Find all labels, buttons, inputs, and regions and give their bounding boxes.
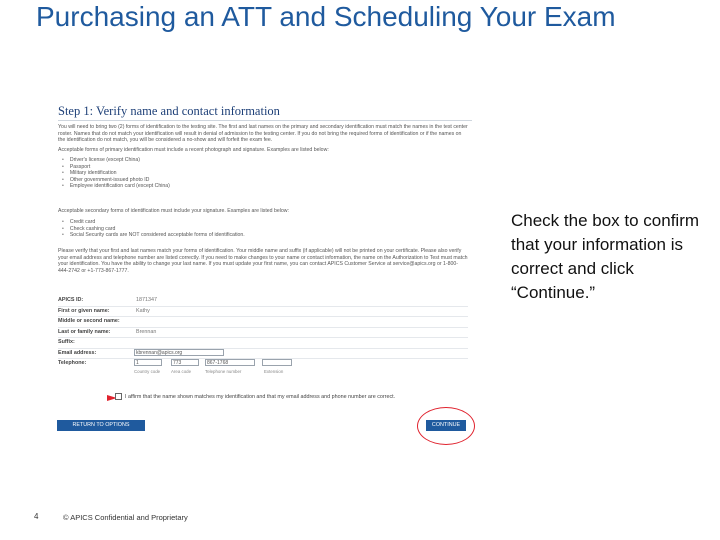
- confirm-label: I affirm that the name shown matches my identification and that my email address and phone number are correct.: [125, 393, 396, 400]
- secondary-id-list: [62, 219, 245, 239]
- middle-name-label: Middle or second name:: [58, 318, 120, 324]
- verify-instructions: Please verify that your first and last names match your forms of identification. Your middle name and suffix (if applicable) will not be printed on your certificate. Please also verify your email address and telephone number are listed correctly. If you need to make changes to your name or contact information, the name on the Authorization to Test must match your identification. You have the ability to change your last name. If you must update your first name, you can contact APICS Customer Service at service@apics.org or 1-800-444-2742 or +1-773-867-1777.: [58, 248, 468, 274]
- area-code-caption: Area code: [171, 369, 192, 374]
- telephone-number-field[interactable]: 867-1768: [205, 359, 255, 366]
- middle-name-row: [58, 317, 468, 328]
- extension-caption: Extension: [264, 369, 284, 374]
- first-name-label: First or given name:: [58, 307, 110, 314]
- apics-id-value: 1871347: [136, 297, 157, 303]
- list-item: • Credit card: [62, 219, 245, 226]
- slide-title: Purchasing an ATT and Scheduling Your Exam: [36, 1, 616, 32]
- copyright-footer: © APICS Confidential and Proprietary: [63, 513, 188, 522]
- email-field[interactable]: kbrennan@apics.org: [134, 349, 224, 356]
- area-code-field[interactable]: 773: [171, 359, 199, 366]
- page-number: 4: [34, 512, 39, 521]
- last-name-label: Last or family name:: [58, 328, 111, 335]
- email-row: [58, 349, 468, 360]
- extension-field[interactable]: [262, 359, 292, 366]
- continue-highlight-circle: [417, 407, 475, 445]
- first-name-row: [58, 307, 468, 318]
- step-heading: Step 1: Verify name and contact information: [58, 104, 280, 118]
- secondary-id-intro: Acceptable secondary forms of identification must include your signature. Examples are listed below:: [58, 208, 289, 214]
- apics-id-row: [58, 296, 468, 307]
- list-item: • Military identification: [62, 170, 170, 177]
- instruction-text: Check the box to confirm that your information is correct and click “Continue.”: [511, 211, 700, 302]
- list-item: • Employee identification card (except China): [62, 183, 170, 190]
- list-item: • Passport: [62, 164, 170, 171]
- embedded-screenshot: [55, 100, 480, 435]
- telephone-label: Telephone:: [58, 360, 87, 366]
- country-code-field[interactable]: 1: [134, 359, 162, 366]
- telephone-number-caption: Telephone number: [205, 369, 242, 374]
- contact-fields: [58, 296, 468, 379]
- heading-divider: [58, 120, 472, 121]
- apics-id-label: APICS ID:: [58, 297, 84, 303]
- primary-id-list: [62, 157, 170, 190]
- first-name-value: Kathy: [136, 307, 150, 314]
- continue-button[interactable]: CONTINUE: [426, 420, 466, 431]
- list-item: • Other government-issued photo ID: [62, 177, 170, 184]
- identification-notice: You will need to bring two (2) forms of identification to the testing site. The first and last names on the primary and secondary identification must match the names in the test center roster. Names that do not match your identification will result in denial of admission to the testing center. If you do not bring the required forms of identification or if the names on the identification do not match, you will be considered a no-show and will forfeit the exam fee.: [58, 124, 468, 144]
- confirm-checkbox[interactable]: [115, 393, 122, 400]
- confirm-checkbox-row[interactable]: [115, 393, 395, 400]
- email-label: Email address:: [58, 349, 97, 356]
- suffix-label: Suffix:: [58, 339, 75, 345]
- list-item: • Social Security cards are NOT considered acceptable forms of identification.: [62, 232, 245, 239]
- primary-id-intro: Acceptable forms of primary identification must include a recent photograph and signature. Examples are listed below:: [58, 147, 329, 153]
- country-code-caption: Country code: [134, 369, 161, 374]
- return-to-options-button[interactable]: RETURN TO OPTIONS: [57, 420, 145, 431]
- last-name-row: [58, 328, 468, 339]
- last-name-value: Brennan: [136, 328, 157, 335]
- list-item: • Check cashing card: [62, 226, 245, 233]
- suffix-row: [58, 338, 468, 349]
- list-item: • Driver's license (except China): [62, 157, 170, 164]
- telephone-row: [58, 359, 468, 379]
